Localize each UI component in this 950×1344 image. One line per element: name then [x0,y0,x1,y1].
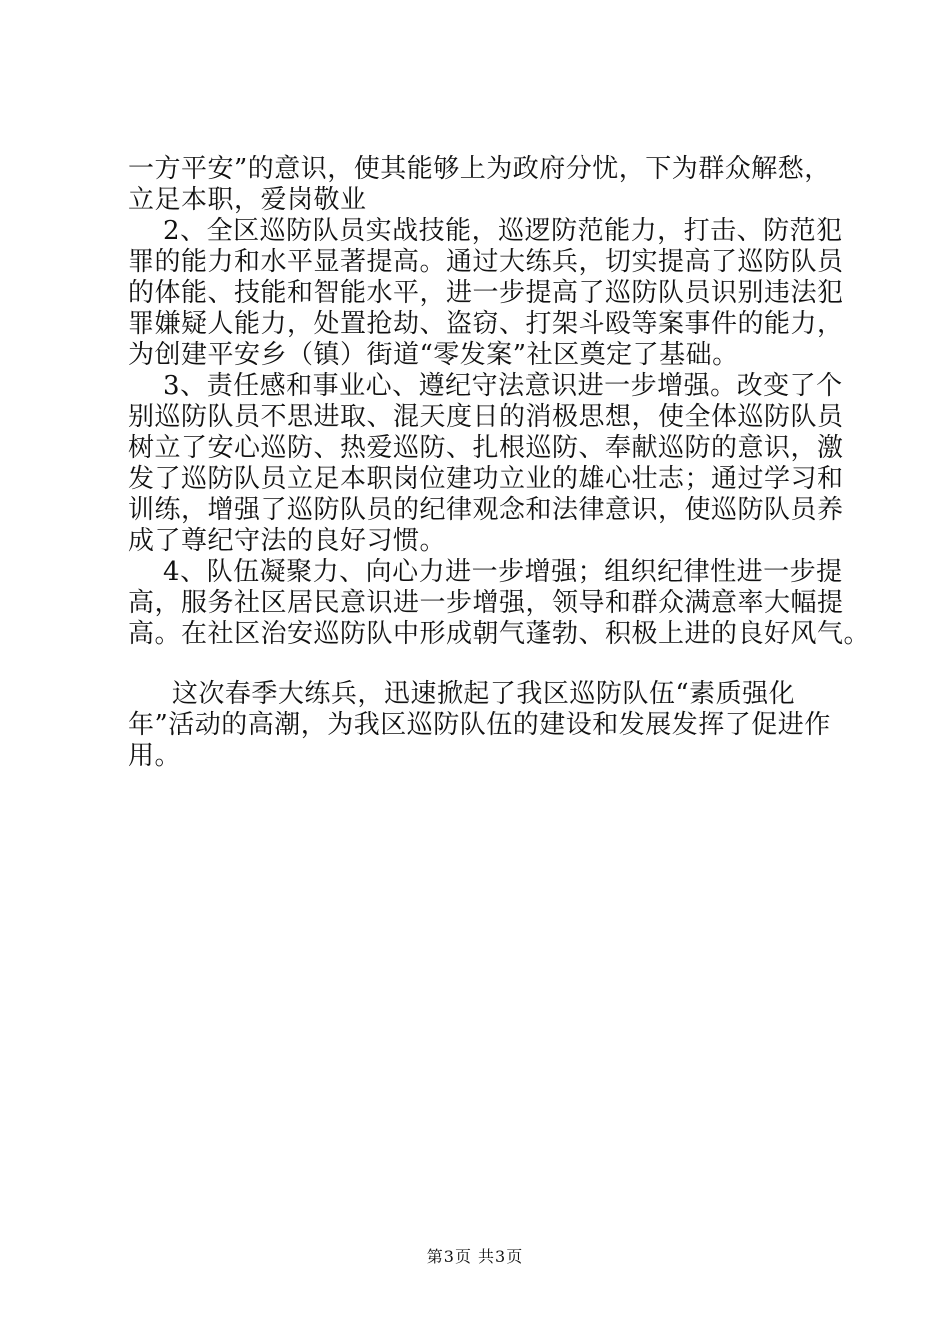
page-footer: 第3页 共3页 [426,1247,524,1266]
text-line: 高，服务社区居民意识进一步增强，领导和群众满意率大幅提 [128,588,844,618]
text-line: 立足本职，爱岗敬业 [128,185,367,215]
text-line: 树立了安心巡防、热爱巡防、扎根巡防、奉献巡防的意识，激 [128,433,844,463]
closing-line: 用。 [128,741,182,771]
text-line: 2、全区巡防队员实战技能，巡逻防范能力，打击、防范犯 [128,216,843,246]
text-line: 别巡防队员不思进取、混天度日的消极思想，使全体巡防队员 [128,402,844,432]
text-line: 成了尊纪守法的良好习惯。 [128,526,447,556]
text-line: 3、责任感和事业心、遵纪守法意识进一步增强。改变了个 [128,371,843,401]
text-line: 4、队伍凝聚力、向心力进一步增强；组织纪律性进一步提 [128,557,843,587]
text-line: 发了巡防队员立足本职岗位建功立业的雄心壮志；通过学习和 [128,464,844,494]
text-line: 一方平安”的意识，使其能够上为政府分忧，下为群众解愁， [128,154,831,184]
closing-line: 这次春季大练兵，迅速掀起了我区巡防队伍“素质强化 [128,679,796,709]
text-line: 为创建平安乡（镇）街道“零发案”社区奠定了基础。 [128,340,739,370]
closing-line: 年”活动的高潮，为我区巡防队伍的建设和发展发挥了促进作 [128,710,831,740]
text-line: 训练，增强了巡防队员的纪律观念和法律意识，使巡防队员养 [128,495,844,525]
paragraph-gap [128,650,840,679]
text-line: 的体能、技能和智能水平，进一步提高了巡防队员识别违法犯 [128,278,844,308]
document-body [128,154,871,772]
text-line: 罪的能力和水平显著提高。通过大练兵，切实提高了巡防队员 [128,247,844,277]
text-line: 罪嫌疑人能力，处置抢劫、盗窃、打架斗殴等案事件的能力， [128,309,844,339]
text-line: 高。在社区治安巡防队中形成朝气蓬勃、积极上进的良好风气。 [128,619,871,649]
